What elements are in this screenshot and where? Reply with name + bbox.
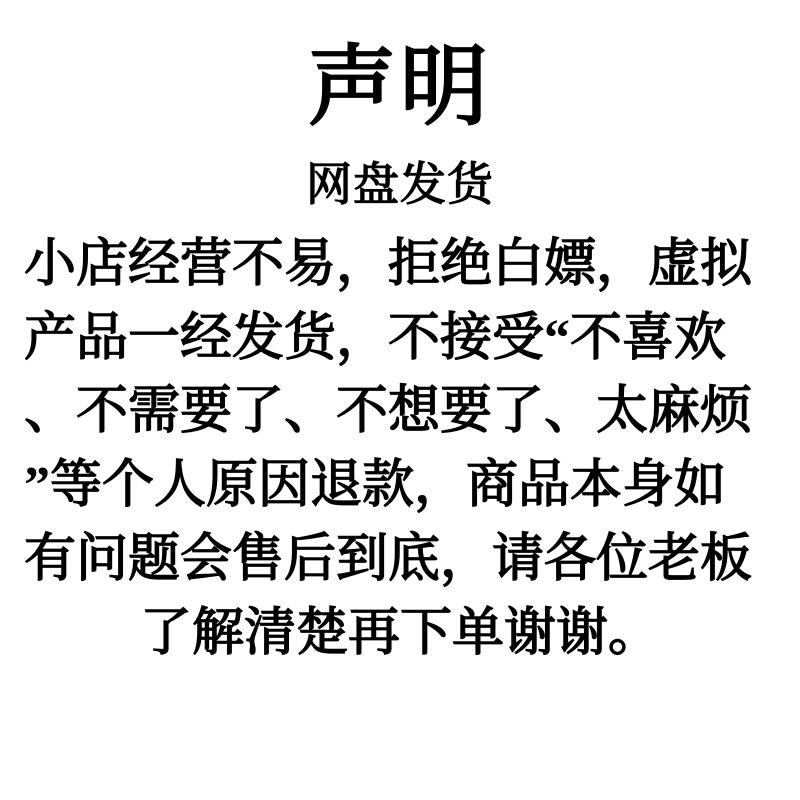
statement-line-text: 、不需要了、不想要了、太麻烦: [24, 383, 753, 441]
statement-line-text: ”等个人原因退款，商品本身如: [24, 457, 727, 515]
statement-line: [24, 228, 776, 302]
statement-line: [24, 449, 776, 523]
statement-line: [24, 302, 776, 376]
statement-line-text: 产品一经发货，不接受“不喜欢: [24, 309, 727, 367]
statement-body: [24, 228, 776, 671]
page-title: 声明: [307, 40, 492, 137]
statement-line-text: 小店经营不易，拒绝白嫖，虚拟: [24, 235, 753, 293]
statement-line: [24, 375, 776, 449]
statement-line-text: 了解清楚再下单谢谢。: [139, 604, 660, 662]
delivery-method-subtitle: 网盘发货: [306, 158, 494, 210]
statement-line: [24, 523, 776, 597]
statement-line: [24, 597, 776, 671]
statement-line-text: 有问题会售后到底，请各位老板: [24, 531, 753, 589]
